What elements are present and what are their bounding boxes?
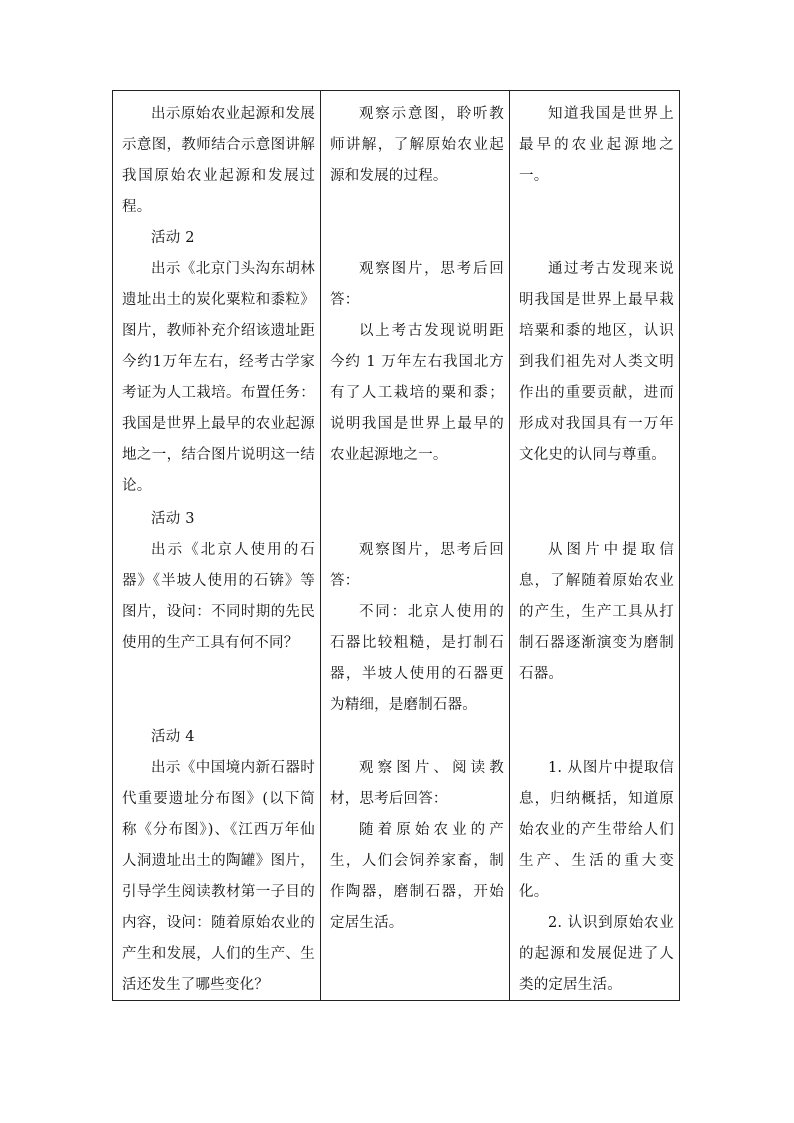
teacher-intro-block — [122, 99, 315, 223]
intent-activity2-para: 通过考古发现来说明我国是世界上最早栽培粟和黍的地区，认识到我们祖先对人类文明作出的重要贡献，进而形成对我国具有一万年文化史的认同与尊重。 — [519, 261, 674, 463]
student-activity4-block — [330, 753, 504, 939]
intent-intro-para: 知道我国是世界上最早的农业起源地之一。 — [519, 106, 674, 184]
intent-activity2-block — [519, 254, 674, 471]
student-activity4-answer: 随着原始农业的产生，人们会饲养家畜，制作陶器，磨制石器，开始定居生活。 — [330, 822, 504, 931]
student-activity3-prompt: 观察图片，思考后回答： — [330, 542, 504, 589]
teacher-activity2-para: 出示《北京门头沟东胡林遗址出土的炭化粟粒和黍粒》图片，教师补充介绍该遗址距今约1万年左右，经考古学家考证为人工栽培。布置任务：我国是世界上最早的农业起源地之一，结合图片说明这一结论。 — [122, 261, 315, 494]
teacher-intro-para: 出示原始农业起源和发展示意图，教师结合示意图讲解我国原始农业起源和发展过程。 — [122, 106, 315, 215]
student-intro-block — [330, 99, 504, 192]
intent-activity4-para-2: 2. 认识到原始农业的起源和发展促进了人类的定居生活。 — [519, 915, 674, 993]
teacher-activity-column — [113, 91, 321, 1000]
intent-activity4-block — [519, 753, 674, 1001]
student-activity-column — [321, 91, 510, 1000]
teacher-activity4-block — [122, 722, 315, 1001]
activity2-heading: 活动 2 — [151, 230, 195, 246]
teacher-activity4-para: 出示《中国境内新石器时代重要遗址分布图》(以下简称《分布图》)、《江西万年仙人洞遗址出土的陶罐》图片，引导学生阅读教材第一子目的内容，设问：随着原始农业的产生和发展，人们的生产、生活还发生了哪些变化？ — [122, 760, 315, 993]
student-activity3-answer: 不同：北京人使用的石器比较粗糙，是打制石器，半坡人使用的石器更为精细，是磨制石器。 — [330, 604, 504, 713]
student-activity2-prompt: 观察图片，思考后回答： — [330, 261, 504, 308]
student-activity4-prompt: 观察图片、阅读教材，思考后回答： — [330, 760, 504, 807]
teacher-activity2-block — [122, 223, 315, 502]
activity4-heading: 活动 4 — [151, 729, 195, 745]
teacher-activity3-block — [122, 504, 315, 659]
design-intent-column — [510, 91, 679, 1000]
intent-intro-block — [519, 99, 674, 192]
student-activity2-answer: 以上考古发现说明距今约 1 万年左右我国北方有了人工栽培的粟和黍；说明我国是世界上最早的农业起源地之一。 — [330, 323, 504, 463]
intent-activity3-block — [519, 535, 674, 690]
lesson-plan-table — [112, 90, 680, 1001]
student-activity3-block — [330, 535, 504, 721]
intent-activity4-para-1: 1. 从图片中提取信息，归纳概括，知道原始农业的产生带给人们生产、生活的重大变化。 — [519, 760, 674, 900]
teacher-activity3-para: 出示《北京人使用的石器》《半坡人使用的石锛》等图片，设问：不同时期的先民使用的生产工具有何不同？ — [122, 542, 315, 651]
intent-activity3-para: 从图片中提取信息，了解随着原始农业的产生，生产工具从打制石器逐渐演变为磨制石器。 — [519, 542, 674, 682]
activity3-heading: 活动 3 — [151, 511, 195, 527]
student-activity2-block — [330, 254, 504, 471]
student-intro-para: 观察示意图，聆听教师讲解，了解原始农业起源和发展的过程。 — [330, 106, 504, 184]
